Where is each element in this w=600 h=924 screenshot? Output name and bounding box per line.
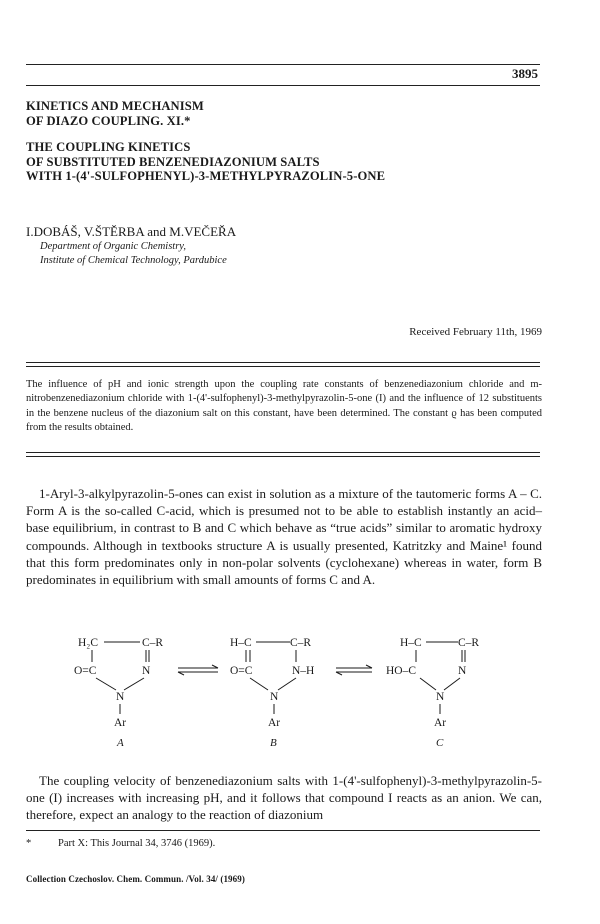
article-title xyxy=(26,99,566,184)
structure-c xyxy=(386,637,479,749)
b-substituent: Ar xyxy=(268,717,281,729)
abstract-bottom-rule-2 xyxy=(26,456,540,457)
main-title-line-3: WITH 1-(4'-SULFOPHENYL)-3-METHYLPYRAZOLIN-5-ONE xyxy=(26,169,386,183)
institute: Institute of Chemical Technology, Pardubice xyxy=(40,255,227,266)
footnote xyxy=(26,838,215,849)
abstract-bottom-rule xyxy=(26,452,540,453)
c-mid-left: HO–C xyxy=(386,665,417,677)
header-rule xyxy=(26,85,540,86)
b-top-left: H–C xyxy=(230,637,252,649)
a-bottom: N xyxy=(116,691,125,703)
c-top-right: C–R xyxy=(458,637,480,649)
b-bottom: N xyxy=(270,691,279,703)
b-mid-left: O=C xyxy=(230,665,253,677)
paragraph-text: The coupling velocity of benzenediazonium salts with 1-(4'-sulfophenyl)-3-methylpyrazolin-5-one (I) increases with increasing pH, and it follows that compound I reacts as an anion. We can, therefore, expect an analogy to the reaction of diazonium xyxy=(26,773,542,823)
main-title-line-2: OF SUBSTITUTED BENZENEDIAZONIUM SALTS xyxy=(26,154,320,169)
a-label: A xyxy=(117,737,124,749)
structure-a xyxy=(74,637,163,749)
department: Department of Organic Chemistry, xyxy=(40,241,187,252)
c-label: C xyxy=(436,737,444,749)
footnote-rule xyxy=(26,830,540,831)
footnote-text: Part X: This Journal 34, 3746 (1969). xyxy=(58,838,216,849)
top-rule xyxy=(26,64,540,65)
b-mid-right: N–H xyxy=(292,665,315,677)
c-top-left: H–C xyxy=(400,637,422,649)
equilibrium-arrow-1 xyxy=(178,665,218,675)
authors: I.DOBÁŠ, V.ŠTĚRBA and M.VEČEŘA xyxy=(26,224,237,239)
a-mid-left: O=C xyxy=(74,665,97,677)
affiliation xyxy=(40,240,227,268)
tautomer-scheme xyxy=(60,630,520,750)
a-top-left: H₂C xyxy=(78,637,98,649)
abstract: The influence of pH and ionic strength upon the coupling rate constants of benzenediazonium chloride and m-nitrobenzenediazonium chloride with 1-(4'-sulfophenyl)-3-methylpyrazolin-5-one (I) and the influence of 12 substituents in the benzene nucleus of the diazonium salt on this constant, have been determined. The constant ϱ has been computed from the results obtained. xyxy=(26,379,542,434)
c-mid-right: N xyxy=(458,665,467,677)
abstract-top-rule xyxy=(26,362,540,363)
abstract-top-rule-2 xyxy=(26,366,540,367)
b-top-right: C–R xyxy=(290,637,312,649)
equilibrium-arrow-2 xyxy=(336,665,372,675)
a-top-right: C–R xyxy=(142,637,164,649)
series-title-line-2: OF DIAZO COUPLING. XI.* xyxy=(26,113,191,128)
series-title-line-1: KINETICS AND MECHANISM xyxy=(26,99,204,113)
main-title-line-1: THE COUPLING KINETICS xyxy=(26,140,191,154)
page-number: 3895 xyxy=(512,66,538,81)
paragraph-text: 1-Aryl-3-alkylpyrazolin-5-ones can exist in solution as a mixture of the tautomeric forms A – C. Form A is the so-called C-acid, which is presumed not to be able to establish instantly an acid–base equilibrium, in contrast to B and C which behave as “true acids” similar to aromatic hydroxy compounds. Although in textbooks structure A is usually presented, Katritzky and Maine¹ found that this form predominates only in non-polar solvents (cyclohexane) whereas in water, form B predominates in equilibrium with small amounts of forms C and A. xyxy=(26,486,542,588)
received-date: Received February 11th, 1969 xyxy=(409,326,542,338)
b-label: B xyxy=(270,737,277,749)
a-substituent: Ar xyxy=(114,717,127,729)
a-mid-right: N xyxy=(142,665,151,677)
c-substituent: Ar xyxy=(434,717,447,729)
body-paragraph-1 xyxy=(26,485,542,588)
structure-b xyxy=(230,637,314,749)
c-bottom: N xyxy=(436,691,445,703)
journal-citation: Collection Czechoslov. Chem. Commun. /Vol. 34/ (1969) xyxy=(26,874,245,884)
footnote-marker: * xyxy=(26,838,32,849)
body-paragraph-2 xyxy=(26,772,542,824)
